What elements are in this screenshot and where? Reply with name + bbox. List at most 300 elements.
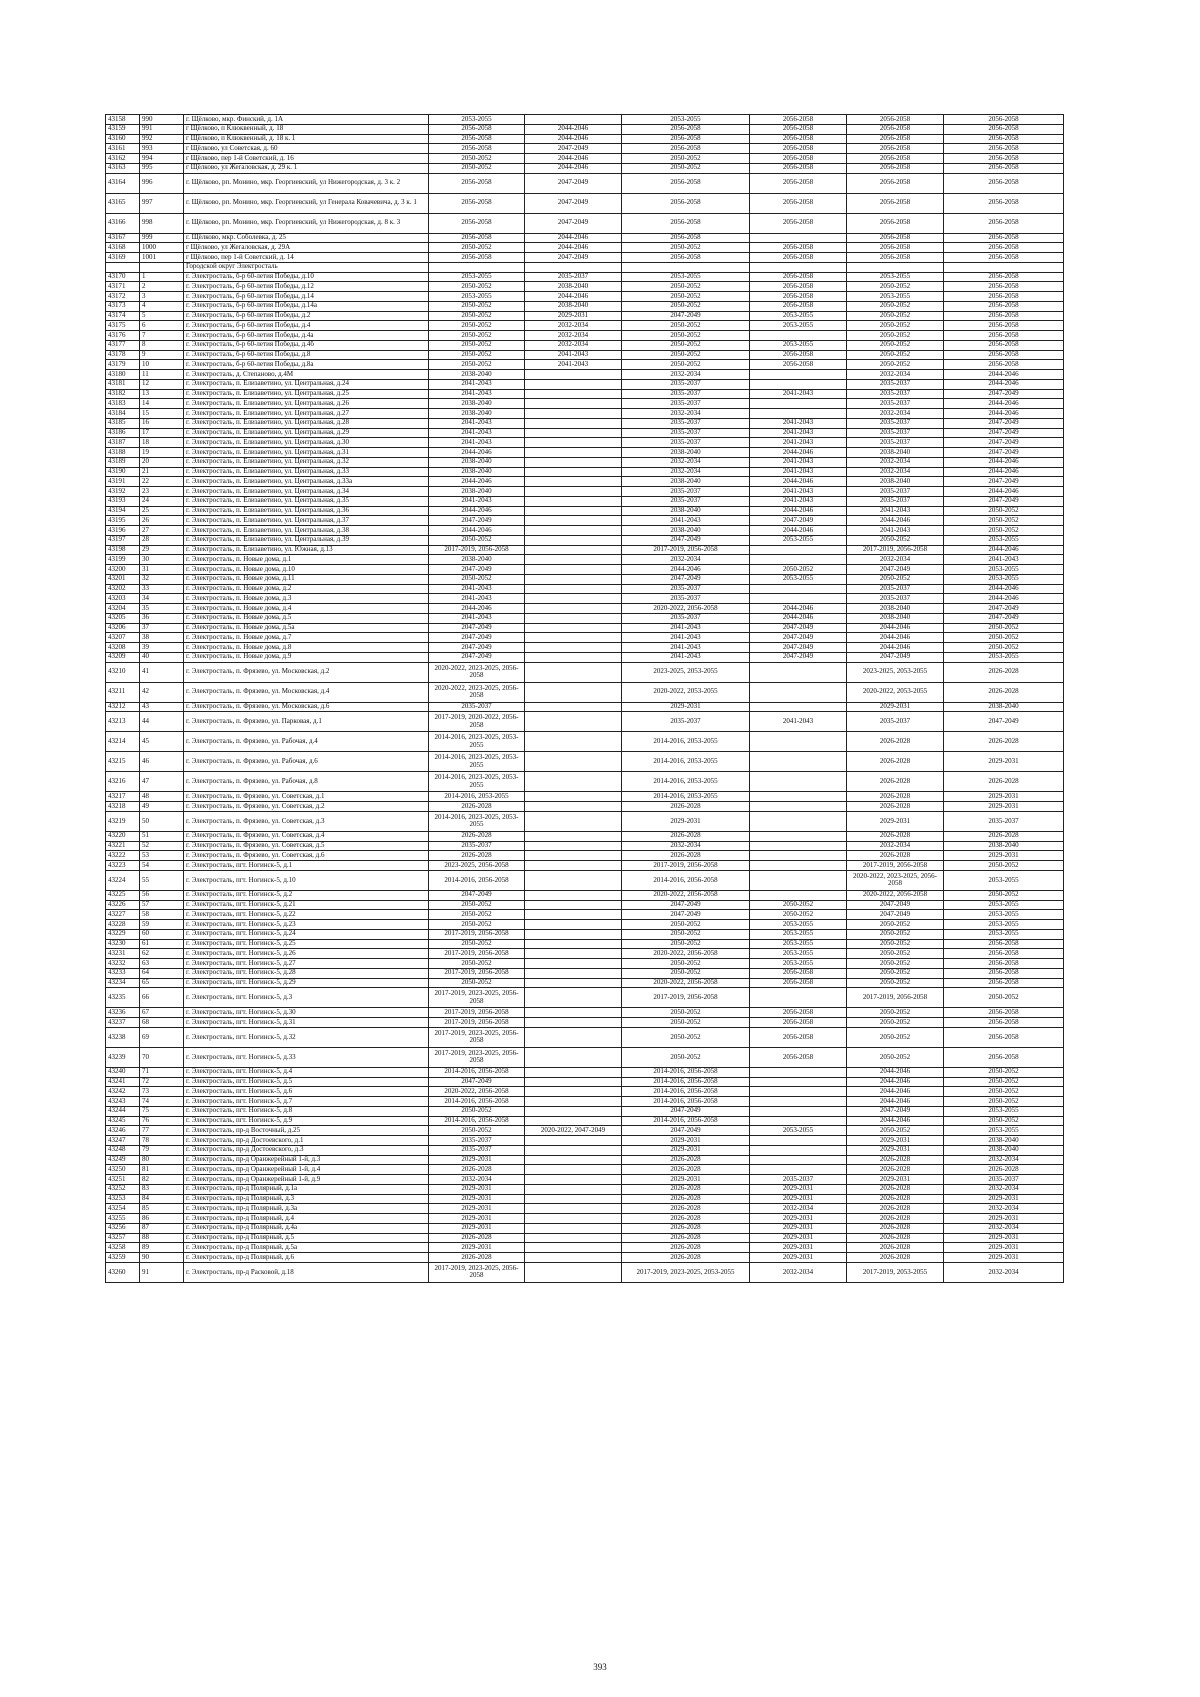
- cell-address: г. Электросталь, пр-д Полярный, д.4: [184, 1214, 429, 1224]
- cell-period-3: 2026-2028: [622, 851, 750, 861]
- cell-period-4: 2041-2043: [750, 496, 847, 506]
- cell-row-id: 43245: [106, 1116, 140, 1126]
- cell-period-6: 2029-2031: [944, 752, 1064, 772]
- cell-period-2: [525, 438, 622, 448]
- cell-period-6: 2026-2028: [944, 831, 1064, 841]
- cell-period-4: 2047-2049: [750, 623, 847, 633]
- cell-period-2: [525, 418, 622, 428]
- cell-address: г. Электросталь, пгт. Ногинск-5, д.7: [184, 1097, 429, 1107]
- cell-row-id: 43251: [106, 1175, 140, 1185]
- cell-period-1: 2038-2040: [429, 370, 525, 380]
- cell-address: г Щёлково, п Клюквенный, д. 18 к. 1: [184, 134, 429, 144]
- table-row: [106, 604, 1064, 614]
- cell-period-1: 2050-2052: [429, 154, 525, 164]
- cell-period-6: 2056-2058: [944, 173, 1064, 193]
- table-row: [106, 978, 1064, 988]
- cell-period-3: 2035-2037: [622, 584, 750, 594]
- cell-period-1: 2056-2058: [429, 124, 525, 134]
- cell-period-6: 2056-2058: [944, 939, 1064, 949]
- table-row: [106, 682, 1064, 702]
- cell-period-5: 2038-2040: [847, 477, 944, 487]
- cell-period-4: 2056-2058: [750, 115, 847, 125]
- table-row: [106, 920, 1064, 930]
- cell-row-id: 43169: [106, 253, 140, 263]
- cell-period-2: [525, 772, 622, 792]
- cell-period-2: [525, 1262, 622, 1282]
- cell-period-5: 2041-2043: [847, 506, 944, 516]
- cell-period-4: 2056-2058: [750, 360, 847, 370]
- cell-period-6: 2047-2049: [944, 448, 1064, 458]
- cell-row-number: 33: [140, 584, 184, 594]
- cell-period-5: 2020-2022, 2053-2055: [847, 682, 944, 702]
- table-row: [106, 988, 1064, 1008]
- cell-address: г. Электросталь, п. Елизаветино, ул. Центральная, д.24: [184, 379, 429, 389]
- cell-period-1: 2029-2031: [429, 1184, 525, 1194]
- cell-period-2: [525, 1067, 622, 1077]
- cell-period-2: 2044-2046: [525, 292, 622, 302]
- cell-period-4: [750, 702, 847, 712]
- table-row: [106, 1253, 1064, 1263]
- cell-period-5: 2035-2037: [847, 438, 944, 448]
- cell-row-number: 40: [140, 652, 184, 662]
- cell-period-1: 2050-2052: [429, 920, 525, 930]
- table-row: [106, 134, 1064, 144]
- cell-period-2: [525, 623, 622, 633]
- cell-period-1: 2023-2025, 2056-2058: [429, 861, 525, 871]
- cell-period-1: 2050-2052: [429, 301, 525, 311]
- cell-period-4: [750, 802, 847, 812]
- cell-period-1: 2017-2019, 2023-2025, 2056-2058: [429, 1262, 525, 1282]
- cell-period-2: [525, 604, 622, 614]
- cell-period-1: 2035-2037: [429, 1136, 525, 1146]
- cell-period-3: 2050-2052: [622, 163, 750, 173]
- cell-period-2: [525, 732, 622, 752]
- table-row: [106, 272, 1064, 282]
- cell-period-6: 2029-2031: [944, 1194, 1064, 1204]
- cell-period-5: 2026-2028: [847, 792, 944, 802]
- table-row: [106, 1214, 1064, 1224]
- cell-row-id: 43219: [106, 811, 140, 831]
- cell-period-4: 2029-2031: [750, 1243, 847, 1253]
- table-row: [106, 1165, 1064, 1175]
- cell-address: г Щёлково, п Клюквенный, д. 18: [184, 124, 429, 134]
- cell-period-6: 2050-2052: [944, 643, 1064, 653]
- cell-row-id: 43200: [106, 565, 140, 575]
- cell-period-3: 2038-2040: [622, 448, 750, 458]
- cell-period-5: 2035-2037: [847, 428, 944, 438]
- cell-row-id: 43221: [106, 841, 140, 851]
- cell-period-5: 2035-2037: [847, 712, 944, 732]
- table-row: [106, 331, 1064, 341]
- cell-address: г. Электросталь, д. Степаново, д.4М: [184, 370, 429, 380]
- cell-address: г. Электросталь, п. Елизаветино, ул. Центральная, д.35: [184, 496, 429, 506]
- cell-period-3: 2026-2028: [622, 1214, 750, 1224]
- cell-row-number: 36: [140, 613, 184, 623]
- cell-period-5: 2029-2031: [847, 1145, 944, 1155]
- cell-address: Городской округ Электросталь: [184, 262, 429, 272]
- cell-period-2: [525, 861, 622, 871]
- cell-address: г. Электросталь, пр-д Полярный, д.6: [184, 1253, 429, 1263]
- cell-period-5: 2050-2052: [847, 929, 944, 939]
- cell-period-2: [525, 968, 622, 978]
- cell-row-number: 19: [140, 448, 184, 458]
- cell-period-3: 2017-2019, 2056-2058: [622, 861, 750, 871]
- cell-row-number: 993: [140, 144, 184, 154]
- cell-period-3: 2032-2034: [622, 409, 750, 419]
- cell-period-3: 2014-2016, 2056-2058: [622, 1077, 750, 1087]
- cell-period-1: 2056-2058: [429, 173, 525, 193]
- cell-row-id: 43170: [106, 272, 140, 282]
- cell-address: г. Щёлково, мкр. Финский, д. 1А: [184, 115, 429, 125]
- cell-address: г. Электросталь, п. Фрязево, ул. Советская, д.4: [184, 831, 429, 841]
- cell-row-id: 43195: [106, 516, 140, 526]
- cell-row-id: 43224: [106, 870, 140, 890]
- cell-period-4: 2056-2058: [750, 282, 847, 292]
- cell-row-number: 4: [140, 301, 184, 311]
- cell-period-5: 2041-2043: [847, 526, 944, 536]
- cell-address: г. Электросталь, б-р 60-летия Победы, д.14а: [184, 301, 429, 311]
- cell-row-number: 35: [140, 604, 184, 614]
- cell-row-id: 43168: [106, 243, 140, 253]
- cell-period-5: 2044-2046: [847, 643, 944, 653]
- table-row: [106, 1233, 1064, 1243]
- cell-period-5: 2050-2052: [847, 959, 944, 969]
- cell-period-5: 2029-2031: [847, 811, 944, 831]
- table-row: [106, 545, 1064, 555]
- cell-address: г. Электросталь, п. Новые дома, д.11: [184, 574, 429, 584]
- cell-row-id: 43241: [106, 1077, 140, 1087]
- cell-row-id: 43213: [106, 712, 140, 732]
- cell-period-3: 2035-2037: [622, 487, 750, 497]
- cell-address: г. Электросталь, б-р 60-летия Победы, д.2: [184, 311, 429, 321]
- cell-period-1: 2053-2055: [429, 292, 525, 302]
- cell-period-3: 2056-2058: [622, 144, 750, 154]
- cell-period-3: 2050-2052: [622, 301, 750, 311]
- cell-period-2: [525, 1214, 622, 1224]
- cell-address: г. Электросталь, п. Фрязево, ул. Советская, д.6: [184, 851, 429, 861]
- cell-address: г. Электросталь, п. Елизаветино, ул. Центральная, д.33а: [184, 477, 429, 487]
- cell-row-id: 43238: [106, 1027, 140, 1047]
- cell-period-4: 2047-2049: [750, 643, 847, 653]
- cell-period-5: 2035-2037: [847, 594, 944, 604]
- cell-address: г. Электросталь, п. Елизаветино, ул. Центральная, д.27: [184, 409, 429, 419]
- cell-row-id: 43208: [106, 643, 140, 653]
- cell-period-1: 2056-2058: [429, 233, 525, 243]
- cell-period-6: 2056-2058: [944, 272, 1064, 282]
- table-row: [106, 662, 1064, 682]
- cell-period-5: 2029-2031: [847, 1136, 944, 1146]
- cell-row-number: 41: [140, 662, 184, 682]
- cell-row-number: 13: [140, 389, 184, 399]
- cell-address: г Щёлково, ул Жегаловская, д. 29А: [184, 243, 429, 253]
- cell-row-id: 43205: [106, 613, 140, 623]
- cell-row-id: 43239: [106, 1047, 140, 1067]
- cell-period-4: 2056-2058: [750, 1018, 847, 1028]
- cell-period-6: 2044-2046: [944, 409, 1064, 419]
- cell-period-4: [750, 1116, 847, 1126]
- cell-row-number: 53: [140, 851, 184, 861]
- cell-period-1: 2041-2043: [429, 438, 525, 448]
- cell-address: г. Электросталь, б-р 60-летия Победы, д.14: [184, 292, 429, 302]
- cell-period-2: [525, 1018, 622, 1028]
- cell-period-1: 2044-2046: [429, 526, 525, 536]
- cell-address: г. Щёлково, рп. Монино, мкр. Георгиевский, ул Нижегородская, д. 3 к. 2: [184, 173, 429, 193]
- cell-row-number: 48: [140, 792, 184, 802]
- cell-period-5: 2044-2046: [847, 1116, 944, 1126]
- cell-period-2: [525, 811, 622, 831]
- cell-period-4: 2041-2043: [750, 467, 847, 477]
- cell-period-6: 2029-2031: [944, 802, 1064, 812]
- cell-period-5: 2044-2046: [847, 1067, 944, 1077]
- cell-row-id: 43185: [106, 418, 140, 428]
- cell-period-6: 2038-2040: [944, 841, 1064, 851]
- cell-period-3: 2041-2043: [622, 623, 750, 633]
- cell-address: г. Электросталь, п. Новые дома, д.2: [184, 584, 429, 594]
- cell-period-3: 2035-2037: [622, 379, 750, 389]
- cell-row-number: 992: [140, 134, 184, 144]
- cell-period-6: 2056-2058: [944, 233, 1064, 243]
- cell-row-number: 77: [140, 1126, 184, 1136]
- cell-row-number: 38: [140, 633, 184, 643]
- table-row: [106, 360, 1064, 370]
- cell-period-1: 2050-2052: [429, 331, 525, 341]
- cell-period-2: [525, 516, 622, 526]
- cell-period-1: 2050-2052: [429, 1106, 525, 1116]
- cell-row-id: 43163: [106, 163, 140, 173]
- cell-row-number: 44: [140, 712, 184, 732]
- cell-period-2: [525, 831, 622, 841]
- cell-period-2: [525, 959, 622, 969]
- cell-period-5: 2032-2034: [847, 409, 944, 419]
- cell-address: г. Электросталь, пр-д Полярный, д.3а: [184, 1204, 429, 1214]
- cell-period-4: 2050-2052: [750, 910, 847, 920]
- cell-period-5: 2026-2028: [847, 732, 944, 752]
- cell-period-5: 2047-2049: [847, 1106, 944, 1116]
- cell-period-5: 2026-2028: [847, 1214, 944, 1224]
- cell-period-5: 2050-2052: [847, 968, 944, 978]
- cell-row-id: 43244: [106, 1106, 140, 1116]
- cell-row-number: 87: [140, 1223, 184, 1233]
- table-row: [106, 340, 1064, 350]
- cell-row-number: 61: [140, 939, 184, 949]
- cell-row-id: 43259: [106, 1253, 140, 1263]
- table-row: [106, 389, 1064, 399]
- table-row: [106, 124, 1064, 134]
- cell-period-5: 2026-2028: [847, 1184, 944, 1194]
- cell-period-4: 2056-2058: [750, 253, 847, 263]
- cell-period-3: 2050-2052: [622, 920, 750, 930]
- section-header-row: [106, 262, 1064, 272]
- cell-address: г. Электросталь, п. Фрязево, ул. Советская, д.3: [184, 811, 429, 831]
- table-row: [106, 1223, 1064, 1233]
- cell-row-id: 43260: [106, 1262, 140, 1282]
- cell-period-2: 2044-2046: [525, 124, 622, 134]
- cell-period-6: 2056-2058: [944, 163, 1064, 173]
- cell-row-number: 1: [140, 272, 184, 282]
- cell-row-number: 42: [140, 682, 184, 702]
- cell-period-2: [525, 428, 622, 438]
- cell-period-5: 2050-2052: [847, 574, 944, 584]
- cell-period-5: 2017-2019, 2056-2058: [847, 988, 944, 1008]
- cell-address: г. Электросталь, п. Новые дома, д.9: [184, 652, 429, 662]
- cell-address: г. Электросталь, пгт. Ногинск-5, д.29: [184, 978, 429, 988]
- cell-row-id: 43193: [106, 496, 140, 506]
- cell-period-1: 2029-2031: [429, 1204, 525, 1214]
- cell-address: г. Электросталь, пгт. Ногинск-5, д.30: [184, 1008, 429, 1018]
- cell-row-number: 66: [140, 988, 184, 1008]
- cell-address: г. Электросталь, б-р 60-летия Победы, д.12: [184, 282, 429, 292]
- cell-period-1: 2038-2040: [429, 409, 525, 419]
- cell-period-6: 2053-2055: [944, 920, 1064, 930]
- cell-period-5: 2044-2046: [847, 623, 944, 633]
- cell-period-3: 2014-2016, 2056-2058: [622, 1087, 750, 1097]
- cell-period-5: 2050-2052: [847, 1008, 944, 1018]
- cell-period-5: 2035-2037: [847, 389, 944, 399]
- cell-period-4: 2056-2058: [750, 243, 847, 253]
- cell-row-id: 43258: [106, 1243, 140, 1253]
- cell-period-5: 2032-2034: [847, 370, 944, 380]
- cell-address: г. Электросталь, п. Фрязево, ул. Советская, д.1: [184, 792, 429, 802]
- cell-period-6: 2044-2046: [944, 467, 1064, 477]
- cell-row-id: 43190: [106, 467, 140, 477]
- table-row: [106, 370, 1064, 380]
- cell-period-2: [525, 662, 622, 682]
- cell-period-3: 2032-2034: [622, 841, 750, 851]
- cell-period-4: 2032-2034: [750, 1204, 847, 1214]
- cell-row-number: 18: [140, 438, 184, 448]
- cell-period-4: [750, 890, 847, 900]
- cell-period-1: 2050-2052: [429, 939, 525, 949]
- cell-period-4: [750, 1136, 847, 1146]
- cell-period-6: 2050-2052: [944, 1116, 1064, 1126]
- cell-address: г. Электросталь, п. Новые дома, д.8: [184, 643, 429, 653]
- cell-period-6: 2029-2031: [944, 1253, 1064, 1263]
- cell-row-id: 43194: [106, 506, 140, 516]
- cell-row-number: 86: [140, 1214, 184, 1224]
- cell-address: г. Электросталь, п. Елизаветино, ул. Центральная, д.38: [184, 526, 429, 536]
- cell-address: г. Электросталь, пгт. Ногинск-5, д.28: [184, 968, 429, 978]
- cell-period-2: 2044-2046: [525, 134, 622, 144]
- cell-period-1: 2014-2016, 2053-2055: [429, 792, 525, 802]
- cell-row-number: 83: [140, 1184, 184, 1194]
- cell-period-4: 2029-2031: [750, 1184, 847, 1194]
- cell-period-4: 2035-2037: [750, 1175, 847, 1185]
- cell-period-6: 2044-2046: [944, 545, 1064, 555]
- cell-period-5: 2032-2034: [847, 841, 944, 851]
- cell-period-5: 2047-2049: [847, 565, 944, 575]
- cell-period-1: 2014-2016, 2056-2058: [429, 1097, 525, 1107]
- cell-address: г. Электросталь, п. Елизаветино, ул. Центральная, д.39: [184, 535, 429, 545]
- cell-period-5: 2050-2052: [847, 920, 944, 930]
- cell-row-number: 28: [140, 535, 184, 545]
- cell-period-3: 2032-2034: [622, 467, 750, 477]
- cell-period-4: 2041-2043: [750, 487, 847, 497]
- cell-period-6: 2032-2034: [944, 1204, 1064, 1214]
- cell-period-6: 2047-2049: [944, 418, 1064, 428]
- cell-address: г. Электросталь, п. Новые дома, д.7: [184, 633, 429, 643]
- cell-period-6: 2053-2055: [944, 1106, 1064, 1116]
- cell-period-5: 2026-2028: [847, 1223, 944, 1233]
- cell-period-6: 2053-2055: [944, 900, 1064, 910]
- cell-period-6: 2050-2052: [944, 633, 1064, 643]
- table-row: [106, 506, 1064, 516]
- cell-period-3: 2026-2028: [622, 1253, 750, 1263]
- table-row: [106, 154, 1064, 164]
- cell-period-6: 2035-2037: [944, 1175, 1064, 1185]
- cell-period-3: 2035-2037: [622, 438, 750, 448]
- cell-period-4: 2056-2058: [750, 301, 847, 311]
- cell-period-1: 2041-2043: [429, 389, 525, 399]
- cell-period-5: 2050-2052: [847, 311, 944, 321]
- cell-row-id: 43173: [106, 301, 140, 311]
- cell-period-4: 2056-2058: [750, 173, 847, 193]
- cell-row-id: 43172: [106, 292, 140, 302]
- cell-period-2: 2038-2040: [525, 301, 622, 311]
- cell-row-id: 43250: [106, 1165, 140, 1175]
- table-row: [106, 939, 1064, 949]
- cell-row-number: 46: [140, 752, 184, 772]
- cell-row-id: 43162: [106, 154, 140, 164]
- cell-row-number: 39: [140, 643, 184, 653]
- cell-row-number: 30: [140, 555, 184, 565]
- cell-row-id: 43230: [106, 939, 140, 949]
- cell-row-number: 10: [140, 360, 184, 370]
- table-row: [106, 752, 1064, 772]
- cell-period-3: 2041-2043: [622, 516, 750, 526]
- cell-period-5: 2047-2049: [847, 910, 944, 920]
- cell-period-5: 2056-2058: [847, 154, 944, 164]
- cell-period-1: 2035-2037: [429, 1145, 525, 1155]
- table-row: [106, 418, 1064, 428]
- cell-period-5: 2056-2058: [847, 115, 944, 125]
- cell-period-3: 2014-2016, 2056-2058: [622, 1067, 750, 1077]
- cell-period-4: 2032-2034: [750, 1262, 847, 1282]
- cell-row-number: 52: [140, 841, 184, 851]
- cell-row-number: 34: [140, 594, 184, 604]
- cell-period-1: [429, 262, 525, 272]
- table-row: [106, 1106, 1064, 1116]
- cell-period-1: 2050-2052: [429, 163, 525, 173]
- cell-period-1: 2050-2052: [429, 360, 525, 370]
- cell-row-number: 78: [140, 1136, 184, 1146]
- cell-row-number: 2: [140, 282, 184, 292]
- cell-period-1: 2029-2031: [429, 1214, 525, 1224]
- cell-address: г. Электросталь, пр-д Полярный, д.3: [184, 1194, 429, 1204]
- cell-row-number: 51: [140, 831, 184, 841]
- cell-row-id: 43186: [106, 428, 140, 438]
- cell-period-1: 2014-2016, 2023-2025, 2053-2055: [429, 752, 525, 772]
- cell-row-id: 43159: [106, 124, 140, 134]
- cell-row-number: 50: [140, 811, 184, 831]
- cell-period-5: 2056-2058: [847, 193, 944, 213]
- cell-period-1: 2038-2040: [429, 487, 525, 497]
- table-row: [106, 115, 1064, 125]
- cell-period-1: 2041-2043: [429, 496, 525, 506]
- cell-period-1: 2026-2028: [429, 831, 525, 841]
- cell-period-1: 2038-2040: [429, 399, 525, 409]
- cell-period-6: 2026-2028: [944, 662, 1064, 682]
- cell-period-2: [525, 1047, 622, 1067]
- cell-period-6: 2050-2052: [944, 861, 1064, 871]
- cell-row-number: 8: [140, 340, 184, 350]
- cell-period-5: 2026-2028: [847, 1155, 944, 1165]
- cell-period-4: [750, 1165, 847, 1175]
- cell-row-number: 91: [140, 1262, 184, 1282]
- cell-period-4: 2044-2046: [750, 477, 847, 487]
- cell-row-id: 43233: [106, 968, 140, 978]
- cell-period-2: 2035-2037: [525, 272, 622, 282]
- cell-period-1: 2041-2043: [429, 379, 525, 389]
